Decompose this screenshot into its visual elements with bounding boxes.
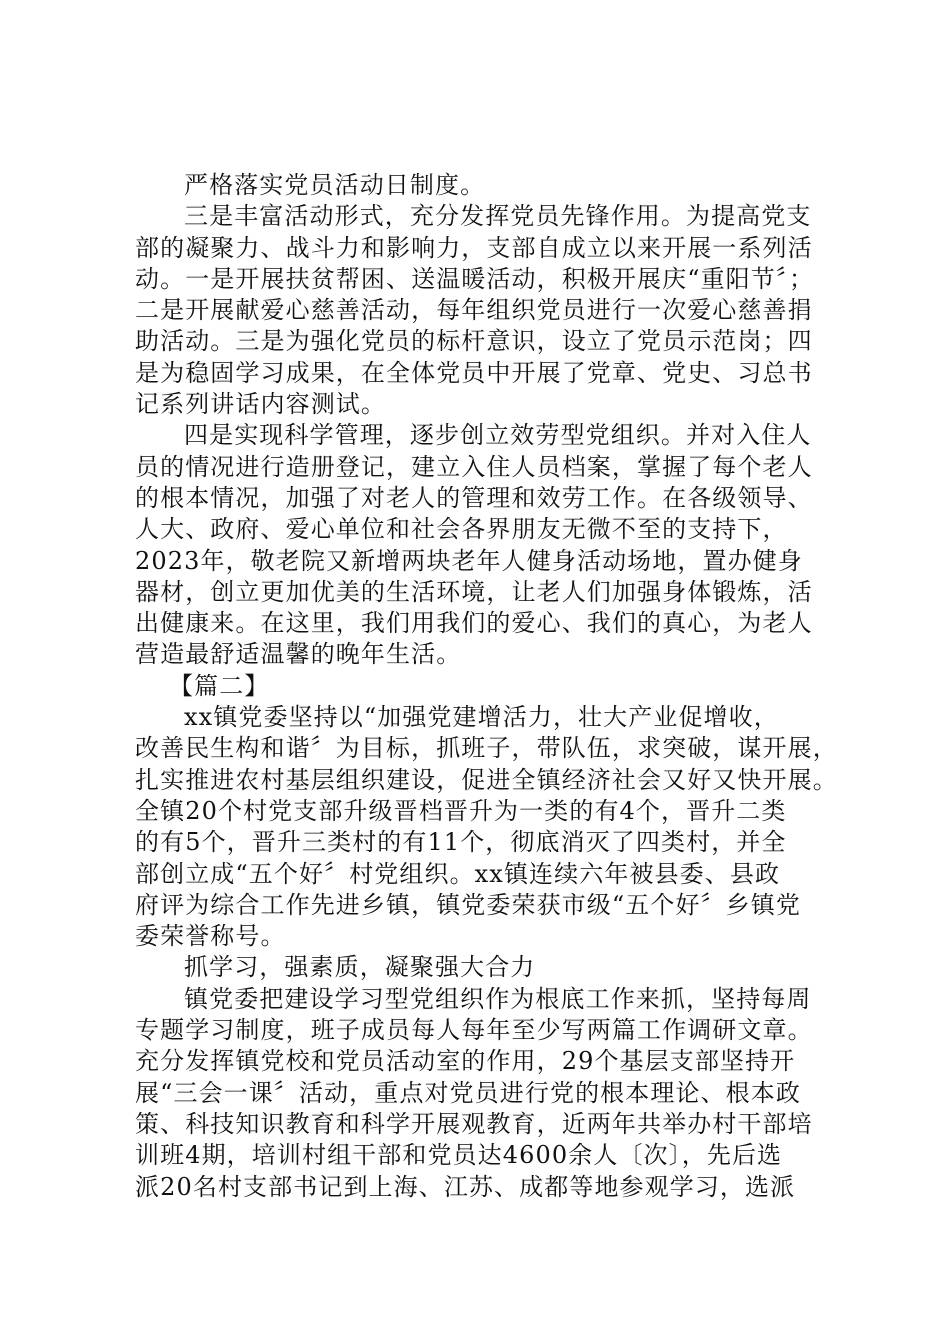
- paragraph-line: 镇党委把建设学习型党组织作为根底工作来抓，坚持每周: [184, 984, 812, 1013]
- paragraph-line: 2023年，敬老院又新增两块老年人健身活动场地，置办健身: [135, 546, 803, 575]
- paragraph-line: 展“三会一课〞活动，重点对党员进行党的根本理论、根本政: [135, 1078, 801, 1107]
- paragraph-line: 部创立成“五个好〞村党组织。xx镇连续六年被县委、县政: [135, 859, 781, 888]
- paragraph-line: 器材，创立更加优美的生活环境，让老人们加强身体锻炼，活: [135, 577, 813, 606]
- paragraph-line: 助活动。三是为强化党员的标杆意识，设立了党员示范岗；四: [135, 327, 813, 356]
- paragraph-line: 严格落实党员活动日制度。: [184, 171, 486, 199]
- paragraph-line: 训班4期，培训村组干部和党员达4600余人〔次〕，先后选: [135, 1141, 783, 1170]
- body-text: [135, 170, 838, 1203]
- paragraph-line: 四是实现科学管理，逐步创立效劳型党组织。并对入住人: [184, 421, 812, 450]
- paragraph-line: 改善民生构和谐〞为目标，抓班子，带队伍，求突破，谋开展，: [135, 734, 838, 763]
- paragraph-line: 的有5个，晋升三类村的有11个，彻底消灭了四类村，并全: [135, 828, 787, 857]
- paragraph-line: 的根本情况，加强了对老人的管理和效劳工作。在各级领导、: [135, 483, 813, 512]
- paragraph-line: 扎实推进农村基层组织建设，促进全镇经济社会又好又快开展。: [135, 765, 838, 794]
- paragraph-line: 部的凝聚力、战斗力和影响力，支部自成立以来开展一系列活: [135, 233, 813, 262]
- paragraph-line: 充分发挥镇党校和党员活动室的作用，29个基层支部坚持开: [135, 1047, 796, 1076]
- paragraph-line: 营造最舒适温馨的晚年生活。: [135, 640, 462, 669]
- paragraph-line: 记系列讲话内容测试。: [135, 390, 386, 419]
- paragraph-line: 三是丰富活动形式，充分发挥党员先锋作用。为提高党支: [184, 202, 812, 231]
- paragraph-line: 出健康来。在这里，我们用我们的爱心、我们的真心，为老人: [135, 609, 813, 638]
- paragraph-line: 派20名村支部书记到上海、江苏、成都等地参观学习，选派: [135, 1172, 796, 1201]
- subheading-line: 抓学习，强素质，凝聚强大合力: [184, 953, 536, 982]
- paragraph-line: 全镇20个村党支部升级晋档晋升为一类的有4个，晋升二类: [135, 796, 787, 825]
- paragraph-line: 专题学习制度，班子成员每人每年至少写两篇工作调研文章。: [135, 1016, 813, 1045]
- paragraph-line: 动。一是开展扶贫帮困、送温暖活动，积极开展庆“重阳节〞；: [135, 264, 815, 293]
- paragraph-line: 委荣誉称号。: [135, 922, 286, 951]
- paragraph-line: 二是开展献爱心慈善活动，每年组织党员进行一次爱心慈善捐: [135, 296, 813, 325]
- paragraph-line: 人大、政府、爱心单位和社会各界朋友无微不至的支持下，: [135, 515, 788, 544]
- paragraph-line: 策、科技知识教育和科学开展观教育，近两年共举办村干部培: [135, 1109, 813, 1138]
- paragraph-line: xx镇党委坚持以“加强党建增活力，壮大产业促增收，: [184, 703, 779, 732]
- paragraph-line: 是为稳固学习成果，在全体党员中开展了党章、党史、习总书: [135, 358, 813, 387]
- paragraph-line: 员的情况进行造册登记，建立入住人员档案，掌握了每个老人: [135, 452, 813, 481]
- paragraph-line: 府评为综合工作先进乡镇，镇党委荣获市级“五个好〞乡镇党: [135, 890, 801, 919]
- section-heading: 【篇二】: [169, 671, 270, 700]
